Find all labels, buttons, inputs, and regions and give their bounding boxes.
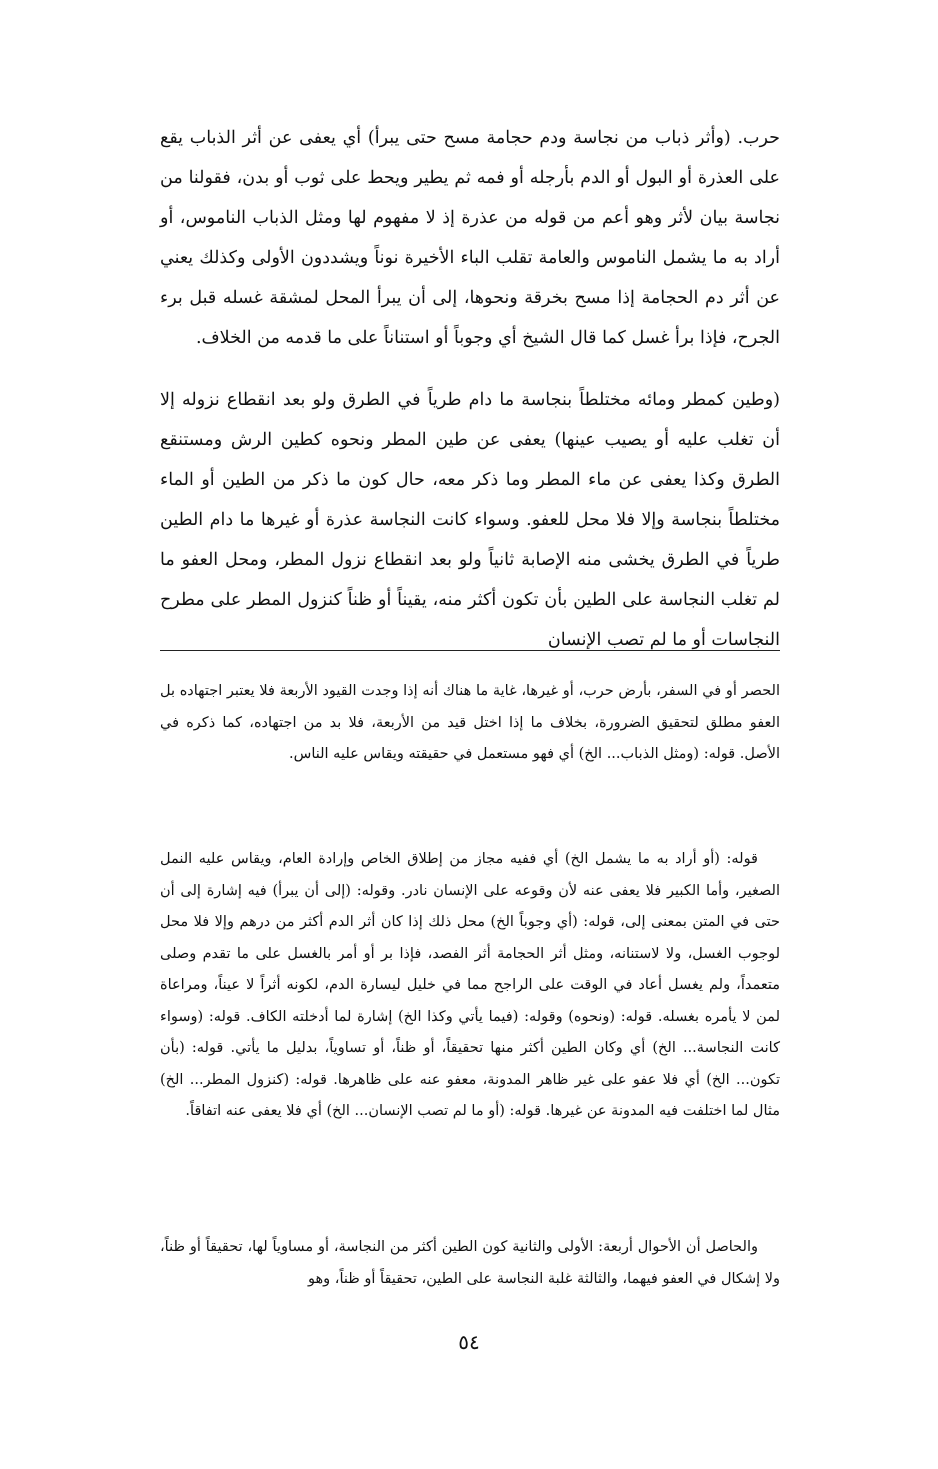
main-text-block-1	[160, 118, 780, 358]
footnote-divider	[160, 650, 780, 651]
footnote-paragraph-2: قوله: (أو أراد به ما يشمل الخ) أي ففيه مجاز من إطلاق الخاص وإرادة العام، ويقاس عليه النمل الصغير، وأما الكبير فلا يعفى عنه لأن وقوعه على الإنسان نادر. وقوله: (إلى أن يبرأ) فيه إشارة إلى أن حتى في المتن بمعنى إلى، قوله: (أي وجوباً الخ) محل ذلك إذا كان أثر الدم أكثر من درهم وإلا فلا محل لوجوب الغسل، ولا لاستنانه، ومثل أثر الحجامة أثر الفصد، فإذا بر أو أمر بالغسل على ما تقدم وصلى متعمداً، ولم يغسل أعاد في الوقت على الراجح مما في خليل ليسارة الدم، لكونه أثراً لا عيناً، ومراعاة لمن لا يأمره بغسله. قوله: (ونحوه) وقوله: (فيما يأتي وكذا الخ) إشارة لما أدخلته الكاف. قوله: (وسواء كانت النجاسة... الخ) أي وكان الطين أكثر منها تحقيقاً، أو ظناً، أو تساوياً، بدليل ما يأتي. قوله: (بأن تكون... الخ) أي فلا عفو على غير ظاهر المدونة، معفو عنه على ظاهرها. قوله: (كنزول المطر... الخ) مثال لما اختلفت فيه المدونة عن غيرها. قوله: (أو ما لم تصب الإنسان... الخ) أي فلا يعفى عنه اتفاقاً.	[160, 851, 780, 1119]
page-number: ٥٤	[458, 1330, 480, 1354]
footnote-paragraph-1: الحصر أو في السفر، بأرض حرب، أو غيرها، غاية ما هناك أنه إذا وجدت القيود الأربعة فلا يعتبر اجتهاده بل العفو مطلق لتحقيق الضرورة، بخلاف ما إذا اختل قيد من الأربعة، فلا بد من اجتهاده، كما ذكره في الأصل. قوله: (ومثل الذباب... الخ) أي فهو مستعمل في حقيقته ويقاس عليه الناس.	[160, 683, 780, 762]
main-paragraph-2: (وطين كمطر ومائه مختلطاً بنجاسة ما دام طرياً في الطرق ولو بعد انقطاع نزوله إلا أن تغلب عليه أو يصيب عينها) يعفى عن طين المطر ونحوه كطين الرش ومستنقع الطرق وكذا يعفى عن ماء المطر وما ذكر معه، حال كون ما ذكر من الطين أو الماء مختلطاً بنجاسة وإلا فلا محل للعفو. وسواء كانت النجاسة عذرة أو غيرها ما دام الطين طرياً في الطرق يخشى منه الإصابة ثانياً ولو بعد انقطاع نزول المطر، ومحل العفو ما لم تغلب النجاسة على الطين بأن تكون أكثر منه، يقيناً أو ظناً كنزول المطر على مطرح النجاسات أو ما لم تصب الإنسان	[160, 390, 780, 650]
main-text-block-2	[160, 380, 780, 660]
footnote-block-3	[160, 1232, 780, 1295]
footnote-block-1	[160, 676, 780, 771]
footnote-block-2	[160, 844, 780, 1128]
footnote-paragraph-3: والحاصل أن الأحوال أربعة: الأولى والثانية كون الطين أكثر من النجاسة، أو مساوياً لها، تحقيقاً أو ظناً، ولا إشكال في العفو فيهما، والثالثة غلبة النجاسة على الطين، تحقيقاً أو ظناً، وهو	[160, 1239, 780, 1287]
main-paragraph-1: حرب. (وأثر ذباب من نجاسة ودم حجامة مسح حتى يبرأ) أي يعفى عن أثر الذباب يقع على العذرة أو البول أو الدم بأرجله أو فمه ثم يطير ويحط على ثوب أو بدن، فقولنا من نجاسة بيان لأثر وهو أعم من قوله من عذرة إذ لا مفهوم لها ومثل الذباب الناموس، أو أراد به ما يشمل الناموس والعامة تقلب الباء الأخيرة نوناً ويشددون الأولى وكذلك يعني عن أثر دم الحجامة إذا مسح بخرقة ونحوها، إلى أن يبرأ المحل لمشقة غسله قبل برء الجرح، فإذا برأ غسل كما قال الشيخ أي وجوباً أو استناناً على ما قدمه من الخلاف.	[160, 128, 780, 348]
